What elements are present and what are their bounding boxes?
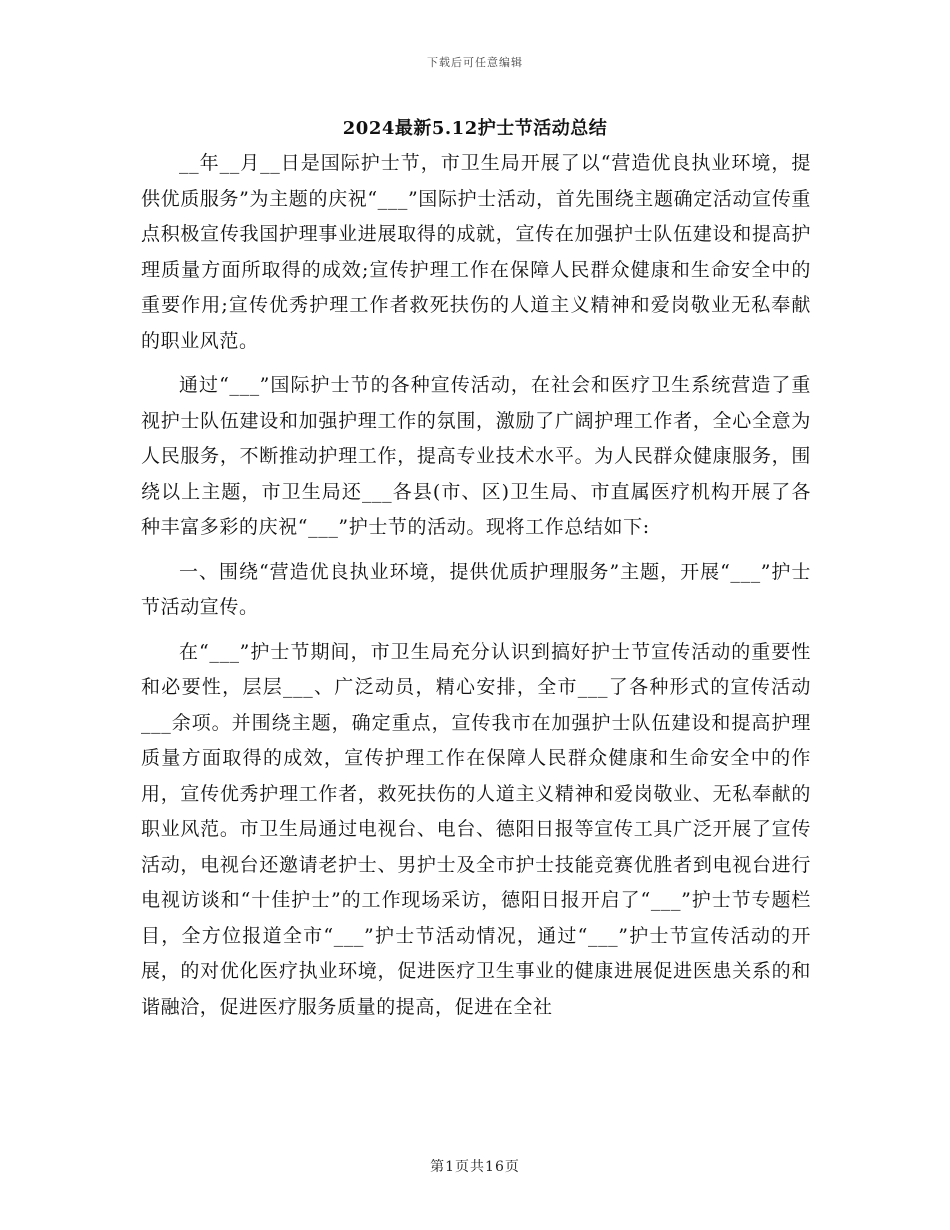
paragraph-intro: __年__月__日是国际护士节，市卫生局开展了以“营造优良执业环境，提供优质服务”为主题的庆祝“___”国际护士活动，首先围绕主题确定活动宣传重点积极宣传我国护理事业进展取得的成就，宣传在加强护士队伍建设和提高护理质量方面所取得的成效;宣传护理工作在保障人民群众健康和生命安全中的重要作用;宣传优秀护理工作者救死扶伤的人道主义精神和爱岗敬业无私奉献的职业风范。 [141,152,811,352]
document-title: 2024最新5.12护士节活动总结 [342,118,608,139]
paragraph-overview: 通过“___”国际护士节的各种宣传活动，在社会和医疗卫生系统营造了重视护士队伍建设和加强护理工作的氛围，激励了广阔护理工作者，全心全意为人民服务，不断推动护理工作，提高专业技术水平。为人民群众健康服务，围绕以上主题，市卫生局还___各县(市、区)卫生局、市直属医疗机构开展了各种丰富多彩的庆祝“___”护士节的活动。现将工作总结如下: [141,374,811,538]
paragraph-publicity: 在“___”护士节期间，市卫生局充分认识到搞好护士节宣传活动的重要性和必要性，层层___、广泛动员，精心安排，全市___了各种形式的宣传活动___余项。并围绕主题，确定重点，宣传我市在加强护士队伍建设和提高护理质量方面取得的成效，宣传护理工作在保障人民群众健康和生命安全中的作用，宣传优秀护理工作者，救死扶伤的人道主义精神和爱岗敬业、无私奉献的职业风范。市卫生局通过电视台、电台、德阳日报等宣传工具广泛开展了宣传活动，电视台还邀请老护士、男护士及全市护士技能竞赛优胜者到电视台进行电视访谈和“十佳护士”的工作现场采访，德阳日报开启了“___”护士节专题栏目，全方位报道全市“___”护士节活动情况，通过“___”护士节宣传活动的开展，的对优化医疗执业环境，促进医疗卫生事业的健康进展促进医患关系的和谐融洽，促进医疗服务质量的提高，促进在全社 [141,640,811,1018]
header-note: 下载后可任意编辑 [427,56,523,69]
page-number: 第1页共16页 [430,1159,520,1175]
section-heading-one: 一、围绕“营造优良执业环境，提供优质护理服务”主题，开展“___”护士节活动宣传。 [141,560,811,618]
document-body [141,146,811,1025]
